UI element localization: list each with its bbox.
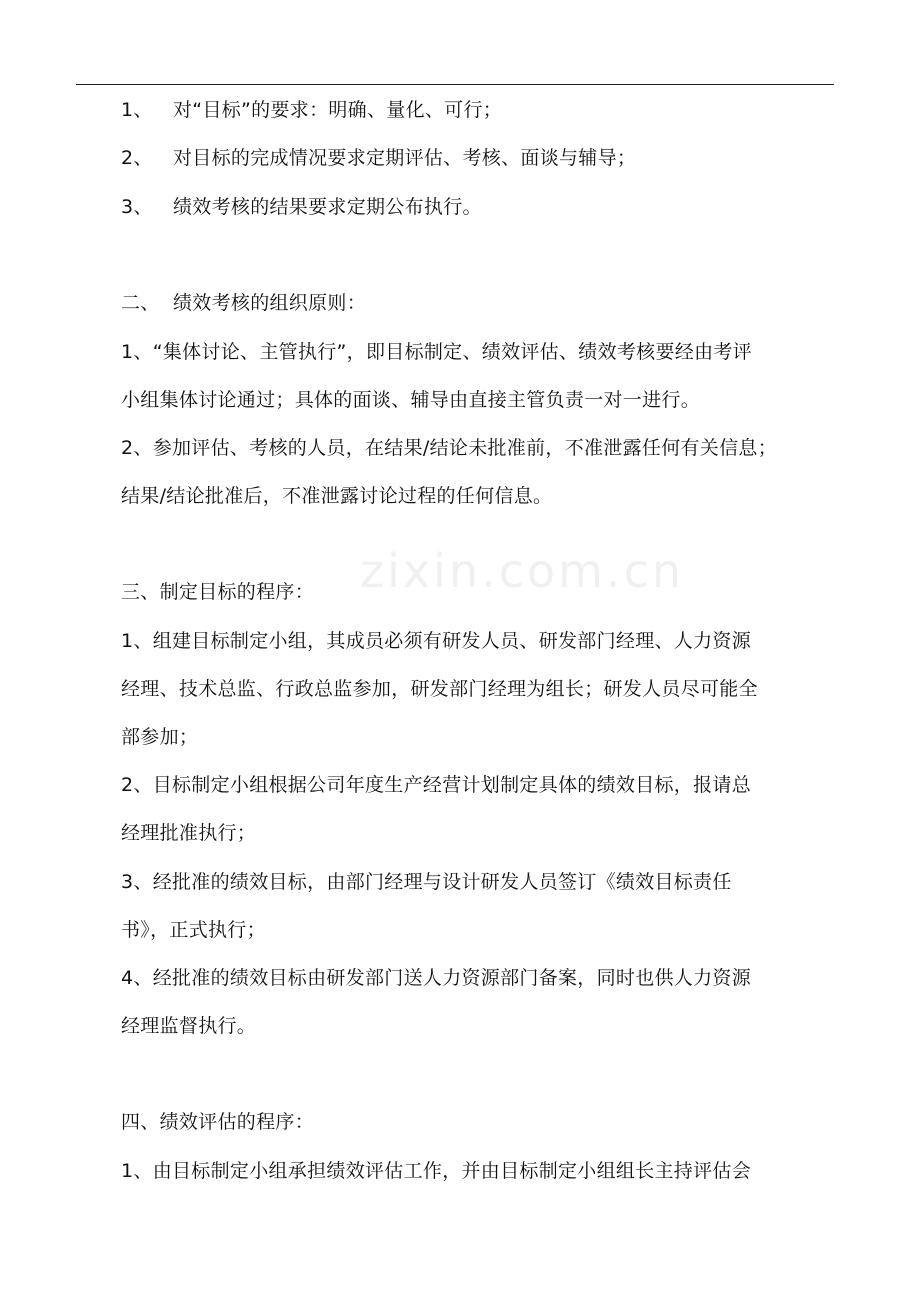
paragraph-line: 1、由目标制定小组承担绩效评估工作，并由目标制定小组组长主持评估会 (121, 1160, 751, 1182)
paragraph-line: 经理、技术总监、行政总监参加，研发部门经理为组长；研发人员尽可能全 (121, 678, 758, 700)
paragraph-line: 小组集体讨论通过；具体的面谈、辅导由直接主管负责一对一进行。 (121, 389, 701, 411)
header-rule (76, 84, 834, 85)
paragraph-line: 4、经批准的绩效目标由研发部门送人力资源部门备案，同时也供人力资源 (121, 967, 751, 989)
list-item-number: 1、 (121, 99, 153, 121)
paragraph-line: 2、参加评估、考核的人员，在结果/结论未批准前，不准泄露任何有关信息； (121, 437, 777, 459)
list-item (121, 98, 502, 122)
section-heading-text: 绩效考核的组织原则： (173, 292, 367, 314)
section-heading-evaluation-procedure: 四、绩效评估的程序： (121, 1111, 315, 1133)
list-item (121, 195, 482, 219)
paragraph-line: 1、“集体讨论、主管执行”，即目标制定、绩效评估、绩效考核要经由考评 (121, 341, 752, 363)
list-item-text: 对目标的完成情况要求定期评估、考核、面谈与辅导； (173, 147, 637, 169)
paragraph-line: 书》，正式执行； (121, 919, 266, 941)
list-item (121, 146, 636, 170)
section-heading-number: 二、 (121, 292, 160, 314)
list-item-number: 3、 (121, 196, 153, 218)
paragraph-line: 经理批准执行； (121, 822, 257, 844)
list-item-text: 绩效考核的结果要求定期公布执行。 (173, 196, 482, 218)
list-item-text: 对“目标”的要求：明确、量化、可行； (173, 99, 503, 121)
paragraph-line: 1、组建目标制定小组，其成员必须有研发人员、研发部门经理、人力资源 (121, 630, 751, 652)
paragraph-line: 3、经批准的绩效目标，由部门经理与设计研发人员签订《绩效目标责任 (121, 871, 732, 893)
paragraph-line: 2、目标制定小组根据公司年度生产经营计划制定具体的绩效目标，报请总 (121, 774, 751, 796)
paragraph-line: 部参加； (121, 726, 199, 748)
list-item-number: 2、 (121, 147, 153, 169)
paragraph-line: 经理监督执行。 (121, 1015, 257, 1037)
section-heading-organization (121, 291, 366, 315)
paragraph-line: 结果/结论批准后，不准泄露讨论过程的任何信息。 (121, 485, 553, 507)
section-heading-goal-procedure: 三、制定目标的程序： (121, 581, 315, 603)
watermark-text: zixin.com.cn (360, 544, 685, 598)
